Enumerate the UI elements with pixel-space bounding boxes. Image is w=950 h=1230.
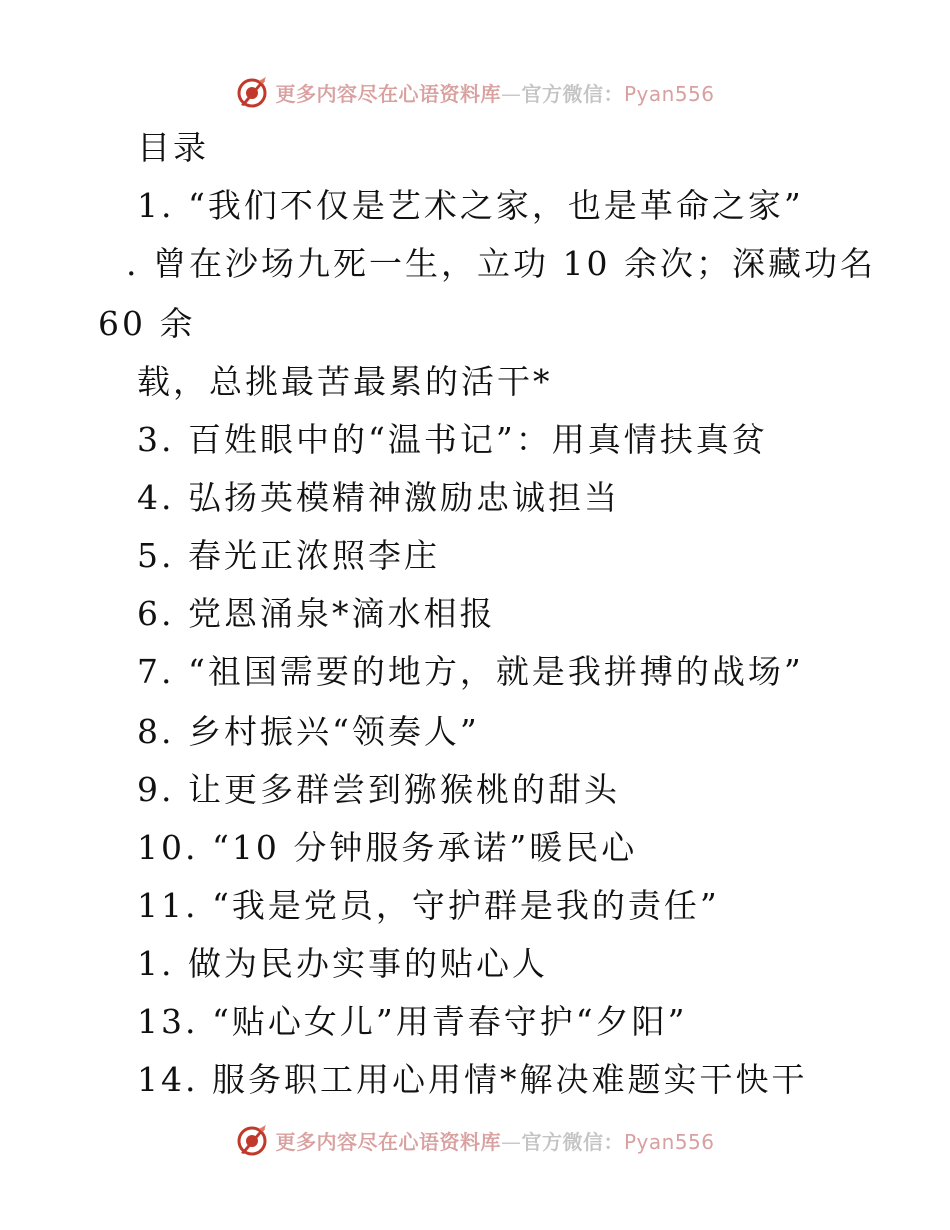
watermark-text (275, 78, 714, 107)
toc-line: 13. “贴心女儿”用青春守护“夕阳” (137, 1002, 688, 1041)
toc-heading: 目录 (137, 128, 209, 167)
toc-line: 10. “10 分钟服务承诺”暖民心 (137, 828, 638, 867)
toc-line: . 曾在沙场九死一生，立功 10 余次；深藏功名 (126, 244, 876, 283)
watermark-header (0, 70, 950, 114)
watermark-official-label: 官方微信： (521, 1129, 624, 1154)
toc-line: 8. 乡村振兴“领奏人” (137, 712, 480, 751)
toc-line: 1. 做为民办实事的贴心人 (137, 944, 548, 983)
watermark-brand: 更多内容尽在心语资料库 (275, 81, 501, 106)
toc-line: 14. 服务职工用心用情*解决难题实干快干 (137, 1060, 808, 1099)
watermark-brand: 更多内容尽在心语资料库 (275, 1129, 501, 1154)
watermark-official-label: 官方微信： (521, 81, 624, 106)
watermark-footer (0, 1118, 950, 1162)
toc-line: 9. 让更多群尝到猕猴桃的甜头 (137, 770, 620, 809)
toc-line: 11. “我是党员，守护群是我的责任” (137, 886, 720, 925)
toc-line: 6. 党恩涌泉*滴水相报 (137, 594, 496, 633)
watermark-text (275, 1126, 714, 1155)
toc-line: 5. 春光正浓照李庄 (137, 536, 440, 575)
watermark-wechat-id: Pyan556 (623, 81, 715, 106)
watermark-wechat-id: Pyan556 (623, 1129, 715, 1154)
toc-line: 7. “祖国需要的地方，就是我拼搏的战场” (137, 652, 804, 691)
toc-line: 1. “我们不仅是艺术之家，也是革命之家” (137, 186, 804, 225)
watermark-separator: — (500, 1129, 522, 1154)
watermark-separator: — (500, 81, 522, 106)
quill-logo-icon (235, 1123, 269, 1157)
toc-line: 3. 百姓眼中的“温书记”：用真情扶真贫 (137, 420, 768, 459)
toc-line: 载，总挑最苦最累的活干* (137, 362, 553, 401)
toc-line: 60 余 (98, 304, 196, 343)
quill-logo-icon (235, 75, 269, 109)
toc-line: 4. 弘扬英模精神激励忠诚担当 (137, 478, 620, 517)
